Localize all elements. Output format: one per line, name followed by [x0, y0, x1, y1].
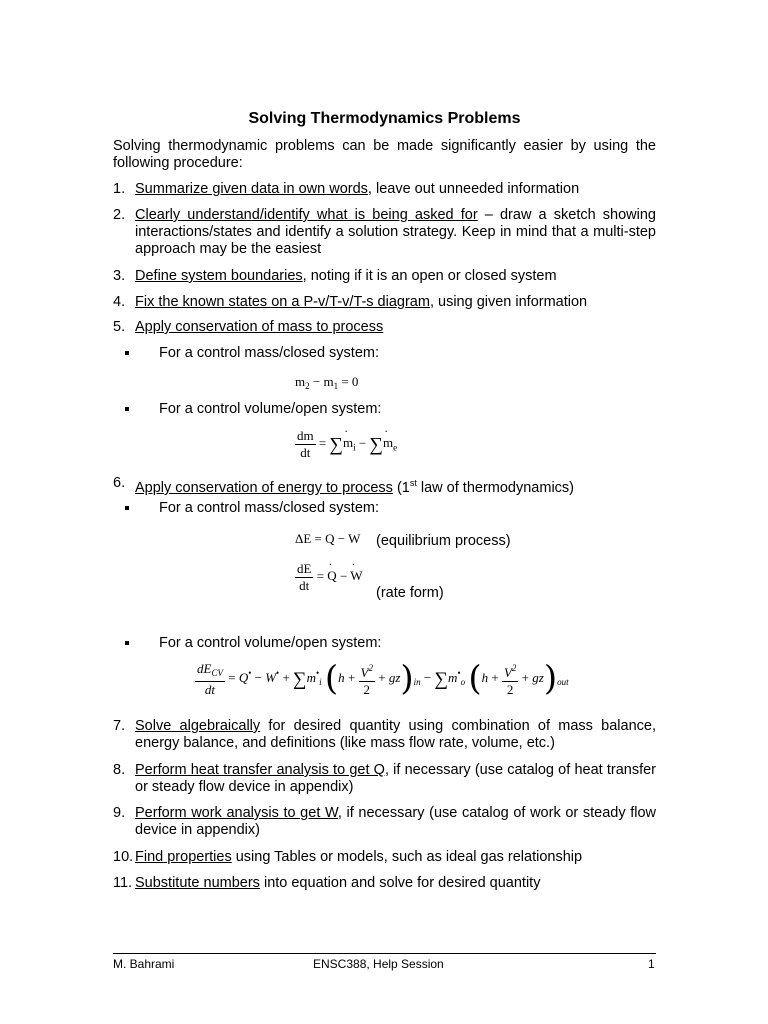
step-heading: Find properties	[135, 849, 232, 865]
equation-energy-open: $\frac{dE_{CV}}{dt}$ = $Q^• - W^• + \sum m^•_i$ (h + $\frac{V^2}{2}$ + $gz)_{in} - \sum m^•_o$ (h + $\frac{V^2}{2}$ + $gz)_{out}$	[197, 658, 569, 699]
note-equilibrium: (equilibrium process)	[376, 533, 511, 549]
step-heading: Perform work analysis to get W	[135, 805, 338, 821]
step-heading: Apply conservation of mass to process	[135, 319, 384, 335]
step-3	[113, 268, 656, 285]
step-text: into equation and solve for desired quantity	[259, 875, 541, 891]
step-text: , if necessary (use catalog of heat transfer or steady flow device in appendix)	[135, 762, 656, 795]
step-text: , using given information	[429, 294, 588, 310]
step-text: for desired quantity using combination of mass balance, energy balance, and definitions (like mass flow rate, volume, etc.)	[135, 718, 656, 751]
step-9	[113, 805, 656, 839]
step-heading: Apply conservation of energy to process	[135, 479, 393, 496]
step-text: , leave out unneeded information	[367, 181, 580, 197]
footer-course: ENSC388, Help Session	[313, 957, 444, 971]
step-heading: Perform heat transfer analysis to get Q	[135, 762, 385, 778]
step-number: 1.	[113, 181, 126, 197]
note-rate: (rate form)	[376, 585, 444, 601]
equation-mass-closed: $m_2 - m_1 = 0$	[295, 374, 359, 391]
equation-energy-closed: ΔE = Q − W	[295, 531, 361, 546]
bullet-icon	[125, 407, 129, 411]
step-6: 6. Apply conservation of energy to process (1st law of thermodynamics)	[113, 475, 574, 496]
intro-paragraph: Solving thermodynamic problems can be made significantly easier by using the following procedure:	[113, 138, 656, 171]
step-number: 3.	[113, 268, 126, 284]
document-page	[113, 0, 656, 1024]
step-heading: Solve algebraically	[135, 718, 261, 734]
bullet-text: For a control volume/open system:	[159, 401, 382, 417]
step-8	[113, 762, 656, 796]
footer-divider	[113, 953, 656, 954]
bullet-icon	[125, 506, 129, 510]
equation-mass-open: $\frac{dm}{dt}$ = ∑m $˙_i - \sum m$ $˙_e$	[295, 428, 397, 461]
step-heading: Clearly understand/identify what is being asked for	[135, 207, 478, 223]
bullet-text: For a control mass/closed system:	[159, 500, 379, 516]
bullet-energy-open	[125, 635, 625, 652]
step-number: 6.	[113, 475, 126, 491]
step-text: – draw a sketch showing interactions/states and identify a solution strategy. Keep in mind that a multi-step approach may be the easiest	[135, 207, 656, 257]
bullet-mass-open	[125, 401, 625, 418]
step-heading: Define system boundaries	[135, 268, 303, 284]
step-number: 4.	[113, 294, 126, 310]
equation-energy-rate: $\frac{dE}{dt}$ = Q ˙ − W ˙	[295, 561, 363, 594]
step-4	[113, 294, 656, 311]
bullet-text: For a control volume/open system:	[159, 635, 382, 651]
step-number: 2.	[113, 207, 126, 223]
bullet-mass-closed	[125, 345, 625, 362]
bullet-energy-closed	[125, 500, 625, 517]
bullet-text: For a control mass/closed system:	[159, 345, 379, 361]
step-text: , if necessary (use catalog of work or steady flow device in appendix)	[135, 805, 657, 838]
step-heading: Summarize given data in own words	[135, 181, 368, 197]
step-5	[113, 319, 656, 336]
step-text: , noting if it is an open or closed system	[302, 268, 557, 284]
step-7	[113, 718, 656, 752]
step-10	[113, 849, 656, 866]
step-number: 7.	[113, 718, 126, 734]
bullet-icon	[125, 351, 129, 355]
step-number: 11.	[113, 875, 133, 891]
step-number: 5.	[113, 319, 126, 335]
step-text: using Tables or models, such as ideal gas relationship	[231, 849, 583, 865]
footer-page-number: 1	[648, 957, 655, 971]
step-number: 9.	[113, 805, 126, 821]
step-1	[113, 181, 656, 198]
step-number: 8.	[113, 762, 126, 778]
bullet-icon	[125, 641, 129, 645]
step-11	[113, 875, 656, 892]
step-heading: Substitute numbers	[135, 875, 260, 891]
footer-author: M. Bahrami	[113, 957, 175, 971]
step-2	[113, 207, 656, 258]
step-number: 10.	[113, 849, 134, 865]
step-heading: Fix the known states on a P-v/T-v/T-s diagram	[135, 294, 430, 310]
page-title: Solving Thermodynamics Problems	[248, 110, 521, 127]
